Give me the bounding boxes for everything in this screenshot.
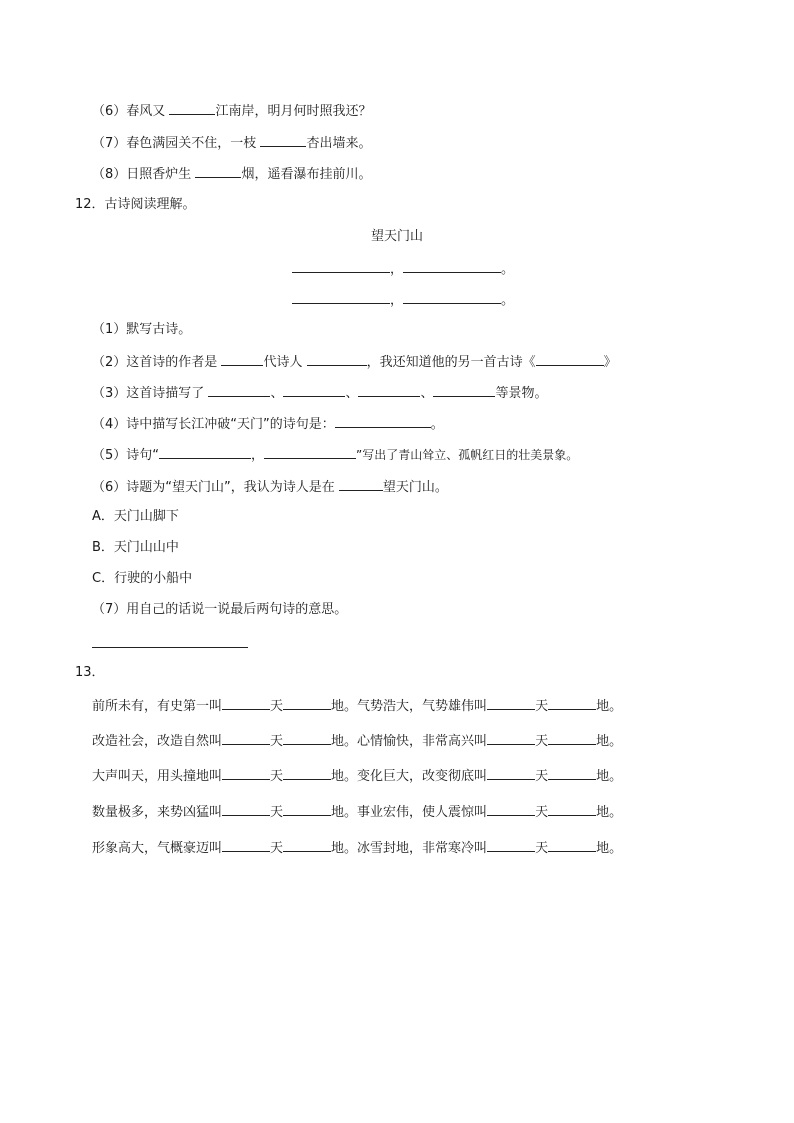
idiom-row <box>92 731 622 751</box>
comma: ， <box>390 293 404 308</box>
idiom-clue: 前所未有，有史第一叫 <box>92 699 223 714</box>
char-di: 地。 <box>596 734 623 749</box>
separator: 、 <box>270 386 284 401</box>
char-di: 地。 <box>331 699 358 714</box>
option-b[interactable]: B．天门山山中 <box>92 540 179 555</box>
char-tian: 天 <box>270 769 284 784</box>
text: ，我还知道他的另一首古诗《 <box>366 355 536 370</box>
char-di: 地。 <box>331 805 358 820</box>
answer-line[interactable] <box>92 647 248 648</box>
idiom-clue: 变化巨大，改变彻底叫 <box>357 769 488 784</box>
answer-blank[interactable] <box>358 383 420 397</box>
idiom-clue: 心情愉快，非常高兴叫 <box>357 734 488 749</box>
answer-blank[interactable] <box>283 802 331 816</box>
answer-blank[interactable] <box>222 802 270 816</box>
separator: 、 <box>345 386 359 401</box>
answer-blank[interactable] <box>222 696 270 710</box>
item-number: （4） <box>92 417 127 432</box>
char-tian: 天 <box>270 699 284 714</box>
text: 望天门山。 <box>382 480 448 495</box>
text: 代诗人 <box>263 355 303 370</box>
answer-blank[interactable] <box>260 133 306 147</box>
answer-blank[interactable] <box>487 766 535 780</box>
answer-blank[interactable] <box>264 445 356 459</box>
poem-blank[interactable] <box>403 290 501 304</box>
item-number: （6） <box>92 104 127 119</box>
idiom-clue: 冰雪封地，非常寒冷叫 <box>357 841 488 856</box>
poem-blank[interactable] <box>403 259 501 273</box>
period: 。 <box>501 262 515 277</box>
char-tian: 天 <box>535 699 549 714</box>
q12-heading <box>75 196 196 214</box>
answer-blank[interactable] <box>487 802 535 816</box>
answer-blank[interactable] <box>222 766 270 780</box>
char-tian: 天 <box>535 734 549 749</box>
char-di: 地。 <box>331 734 358 749</box>
comma: ， <box>251 448 265 463</box>
char-di: 地。 <box>331 769 358 784</box>
answer-blank[interactable] <box>536 352 604 366</box>
answer-blank[interactable] <box>433 383 495 397</box>
answer-blank[interactable] <box>548 766 596 780</box>
item-number: （6） <box>92 480 127 495</box>
q12-sub-5 <box>92 445 578 465</box>
text: 这首诗的作者是 <box>126 355 218 370</box>
answer-blank[interactable] <box>307 352 367 366</box>
answer-blank[interactable] <box>487 731 535 745</box>
answer-blank[interactable] <box>283 731 331 745</box>
option-a[interactable]: A．天门山脚下 <box>92 509 179 524</box>
idiom-row <box>92 696 622 716</box>
char-tian: 天 <box>270 841 284 856</box>
item-number: （2） <box>92 355 127 370</box>
q11-item-6 <box>92 101 371 121</box>
separator: 、 <box>420 386 434 401</box>
poem-line-2 <box>292 290 514 310</box>
item-number: （8） <box>92 167 127 182</box>
char-tian: 天 <box>270 734 284 749</box>
poem-title: 望天门山 <box>370 229 423 244</box>
idiom-clue: 改造社会，改造自然叫 <box>92 734 223 749</box>
answer-blank[interactable] <box>283 383 345 397</box>
text: 诗句“ <box>126 448 160 463</box>
text: 。 <box>430 417 444 432</box>
idiom-row <box>92 802 622 822</box>
comma: ， <box>390 262 404 277</box>
q12-sub-3 <box>92 383 548 403</box>
char-di: 地。 <box>331 841 358 856</box>
answer-blank[interactable] <box>195 164 241 178</box>
idiom-clue: 事业宏伟，使人震惊叫 <box>357 805 488 820</box>
q12-sub-1: （1）默写古诗。 <box>92 322 192 337</box>
item-number: （7） <box>92 136 127 151</box>
text: 诗中描写长江冲破“天门”的诗句是： <box>126 417 335 432</box>
q11-item-8 <box>92 164 371 184</box>
answer-blank[interactable] <box>339 477 383 491</box>
text: 诗题为“望天门山”，我认为诗人是在 <box>126 480 335 495</box>
answer-blank[interactable] <box>283 696 331 710</box>
q13-heading: 13． <box>75 665 105 680</box>
text: 杏出墙来。 <box>306 136 372 151</box>
poem-blank[interactable] <box>292 290 390 304</box>
text: 春色满园关不住，一枝 <box>126 136 257 151</box>
idiom-clue: 大声叫天，用头撞地叫 <box>92 769 223 784</box>
answer-blank[interactable] <box>548 838 596 852</box>
answer-blank[interactable] <box>283 838 331 852</box>
char-di: 地。 <box>596 841 623 856</box>
text: 这首诗描写了 <box>126 386 205 401</box>
char-tian: 天 <box>535 769 549 784</box>
text: 烟，遥看瀑布挂前川。 <box>241 167 372 182</box>
answer-blank[interactable] <box>208 383 270 397</box>
answer-blank[interactable] <box>283 766 331 780</box>
char-di: 地。 <box>596 805 623 820</box>
q11-item-7 <box>92 133 371 153</box>
item-number: （5） <box>92 448 127 463</box>
text: 春风又 <box>126 104 166 119</box>
poem-line-1 <box>292 259 514 279</box>
answer-blank[interactable] <box>169 101 215 115</box>
char-di: 地。 <box>596 769 623 784</box>
q12-sub-6 <box>92 477 448 497</box>
item-number: （3） <box>92 386 127 401</box>
text: 江南岸，明月何时照我还？ <box>215 104 372 119</box>
char-tian: 天 <box>535 805 549 820</box>
answer-blank[interactable] <box>487 838 535 852</box>
q12-sub-7: （7）用自己的话说一说最后两句诗的意思。 <box>92 602 348 617</box>
idiom-clue: 气势浩大，气势雄伟叫 <box>357 699 488 714</box>
period: 。 <box>501 293 515 308</box>
idiom-row <box>92 838 622 858</box>
text: 等景物。 <box>495 386 548 401</box>
idiom-clue: 形象高大，气概豪迈叫 <box>92 841 223 856</box>
char-tian: 天 <box>535 841 549 856</box>
text: 》 <box>603 355 617 370</box>
answer-blank[interactable] <box>221 352 263 366</box>
answer-blank[interactable] <box>222 731 270 745</box>
answer-blank[interactable] <box>159 445 251 459</box>
idiom-row <box>92 766 622 786</box>
question-heading: 12．古诗阅读理解。 <box>75 197 196 212</box>
char-di: 地。 <box>596 699 623 714</box>
q12-sub-4 <box>92 414 444 434</box>
answer-blank[interactable] <box>335 414 431 428</box>
answer-blank[interactable] <box>487 696 535 710</box>
answer-blank[interactable] <box>222 838 270 852</box>
text: 日照香炉生 <box>126 167 192 182</box>
text: ”写出了青山耸立、孤帆红日的壮美景象。 <box>356 448 579 462</box>
poem-blank[interactable] <box>292 259 390 273</box>
option-c[interactable]: C．行驶的小船中 <box>92 571 193 586</box>
answer-blank[interactable] <box>548 802 596 816</box>
q12-sub-2 <box>92 352 617 372</box>
char-tian: 天 <box>270 805 284 820</box>
answer-blank[interactable] <box>548 696 596 710</box>
idiom-clue: 数量极多，来势凶猛叫 <box>92 805 223 820</box>
answer-blank[interactable] <box>548 731 596 745</box>
